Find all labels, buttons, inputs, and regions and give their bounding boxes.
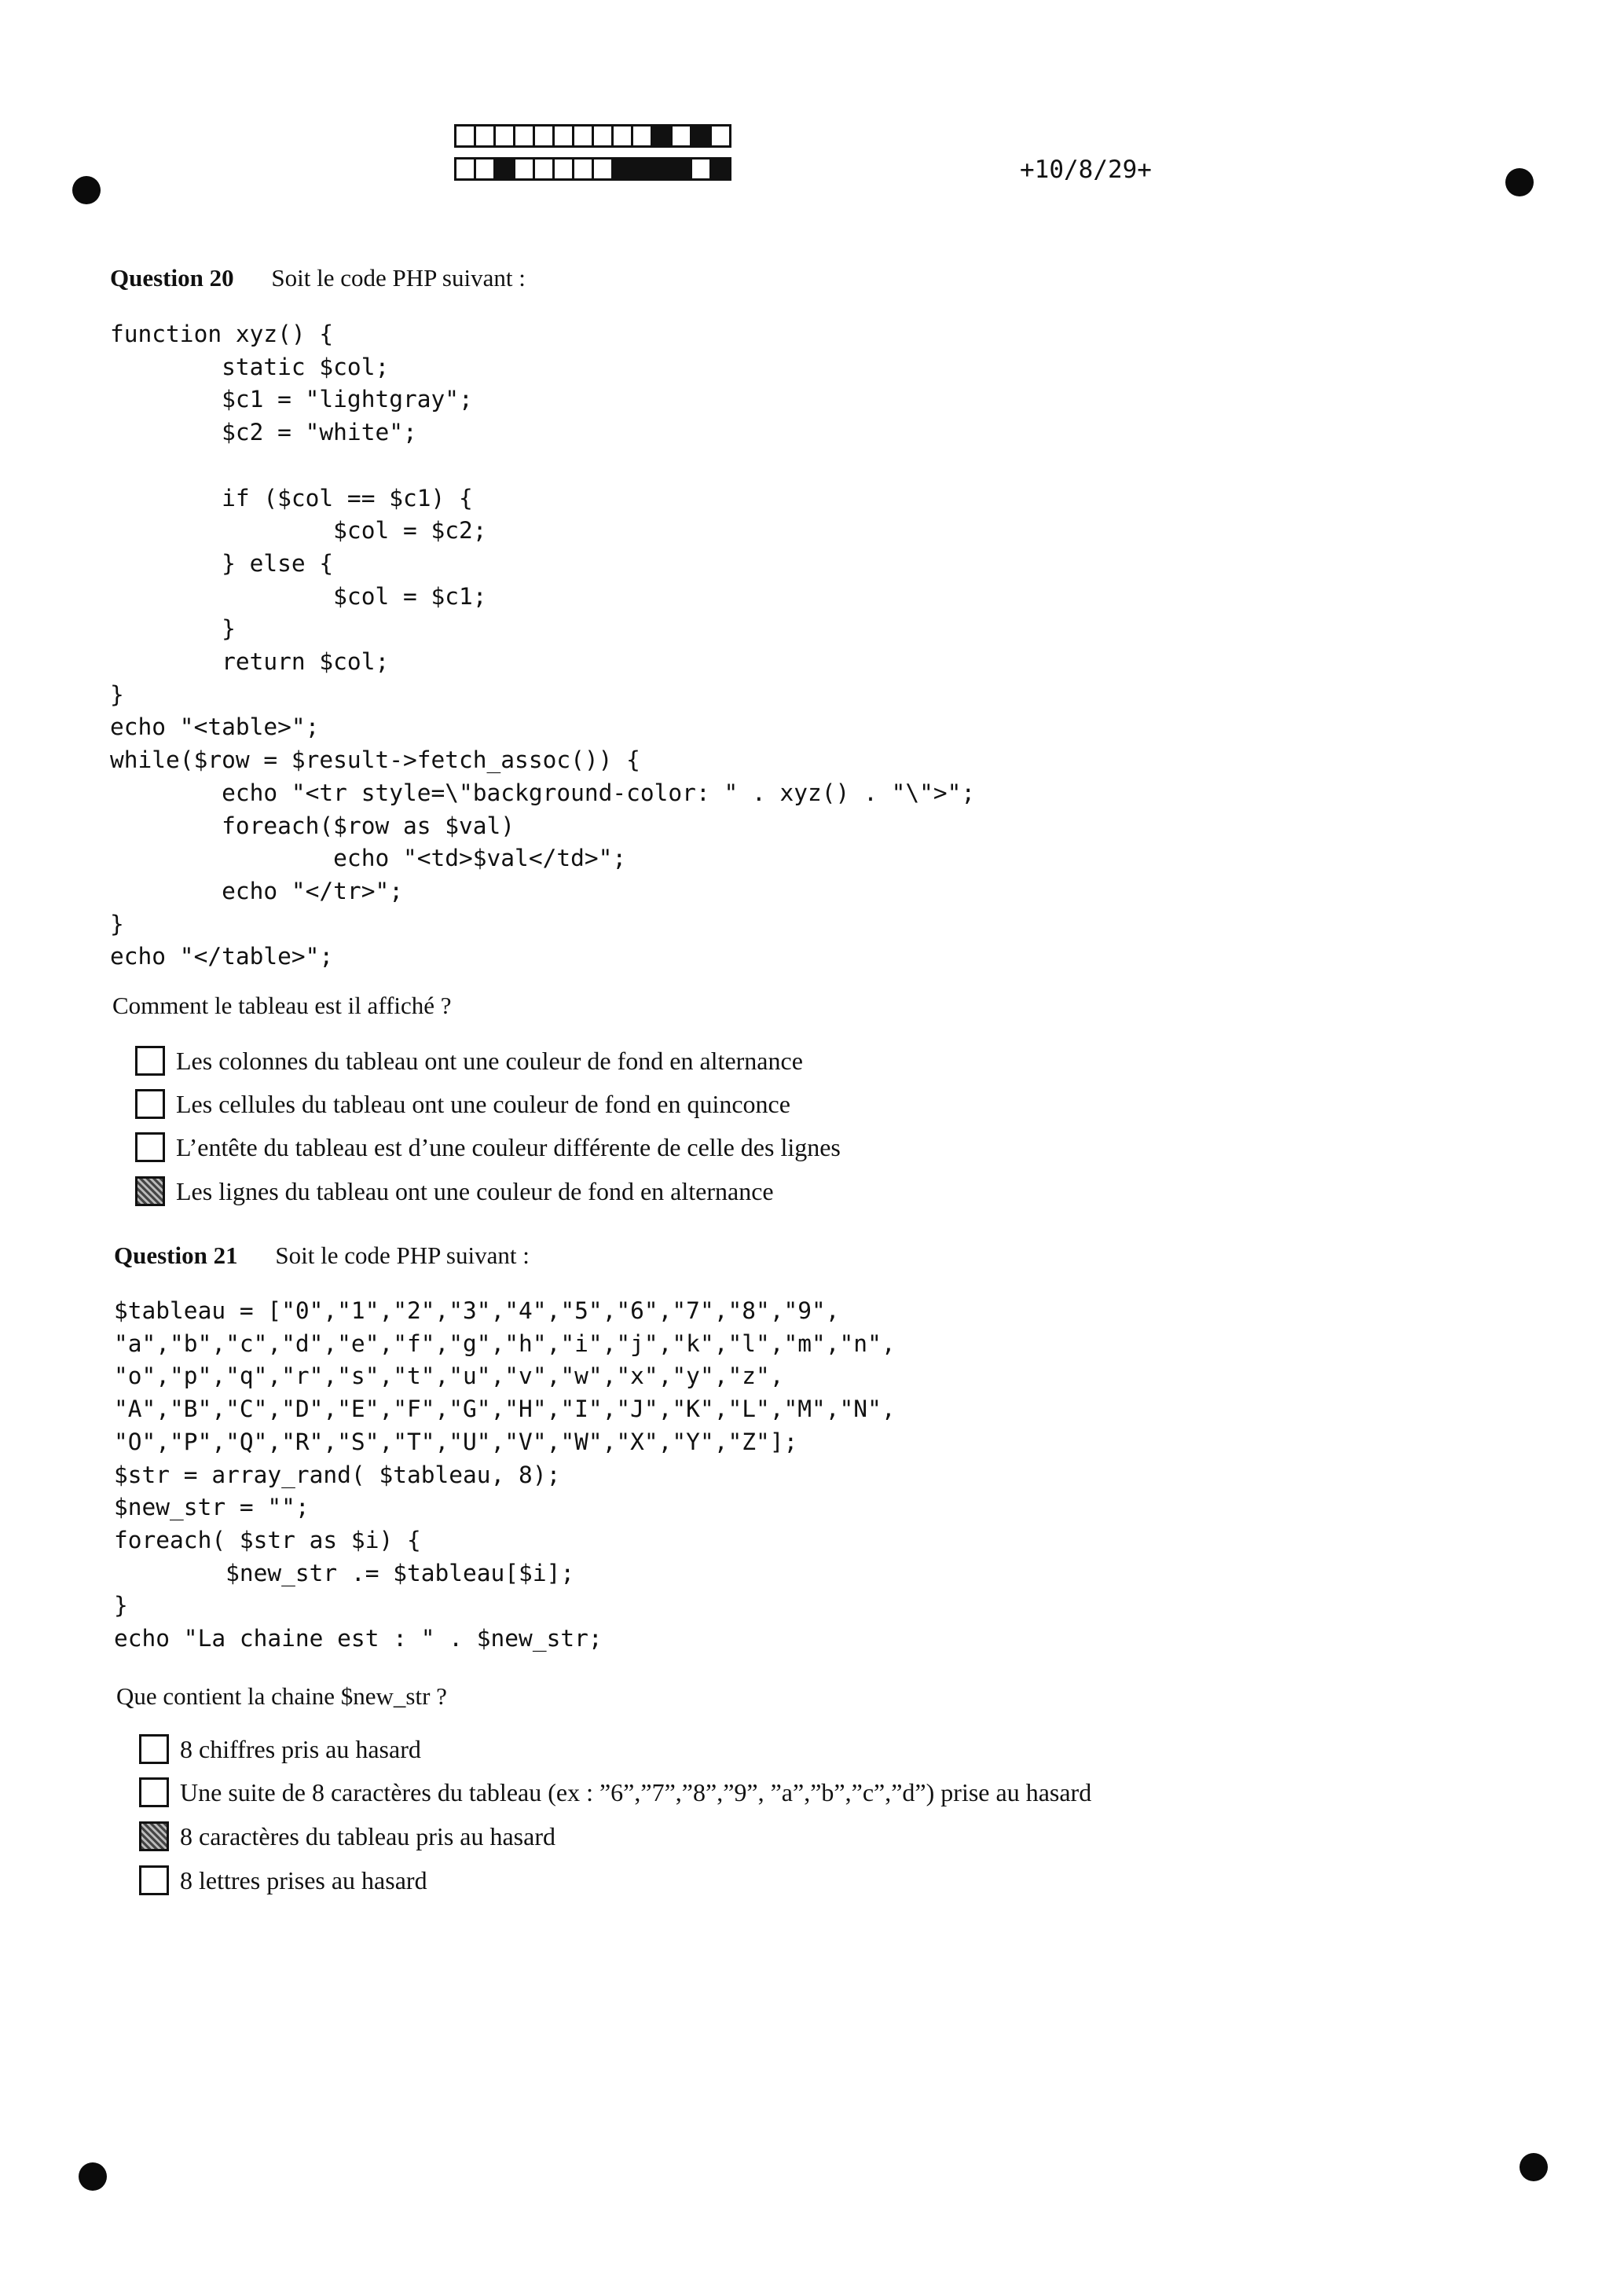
barcode-cell <box>651 124 673 148</box>
barcode-cell <box>690 157 712 181</box>
barcode-cell <box>454 157 476 181</box>
q20-checkbox-3[interactable] <box>135 1132 165 1162</box>
question-21-prompt: Que contient la chaine $new_str ? <box>116 1682 447 1710</box>
q21-answer-1[interactable] <box>139 1734 421 1764</box>
barcode-cell <box>631 124 653 148</box>
barcode-cell <box>611 124 633 148</box>
barcode-cell <box>592 124 614 148</box>
barcode-cell <box>572 157 594 181</box>
q21-checkbox-4[interactable] <box>139 1865 169 1895</box>
question-20-title: Question 20 <box>110 264 234 292</box>
q20-answer-3[interactable] <box>135 1132 841 1162</box>
q21-answer-1-label: 8 chiffres pris au hasard <box>180 1734 421 1763</box>
question-21-heading <box>114 1242 530 1270</box>
barcode-row-1 <box>454 124 729 148</box>
barcode-cell <box>631 157 653 181</box>
barcode-cell <box>572 124 594 148</box>
q20-answer-2[interactable] <box>135 1089 790 1119</box>
question-20-prompt: Comment le tableau est il affiché ? <box>112 992 452 1019</box>
q21-answer-3[interactable] <box>139 1821 555 1851</box>
barcode-cell <box>513 157 535 181</box>
question-20-code: function xyz() { static $col; $c1 = "lightgray"; $c2 = "white"; if ($col == $c1) { $col = $c2; } else { $col = $c1; } return $col; } echo "<table>"; while($row = $result->fetch_assoc()) { echo "<tr style=\"background-color: " . xyz() . "\">"; foreach($row as $val) echo "<td>$val</td>"; echo "</tr>"; } echo "</table>"; <box>110 321 976 970</box>
q20-answer-4[interactable] <box>135 1176 774 1206</box>
barcode-cell <box>533 157 555 181</box>
barcode-cell <box>651 157 673 181</box>
q21-answer-3-label: 8 caractères du tableau pris au hasard <box>180 1821 555 1850</box>
q21-answer-4[interactable] <box>139 1865 427 1895</box>
barcode-cell <box>552 157 574 181</box>
q20-answer-2-label: Les cellules du tableau ont une couleur de fond en quinconce <box>176 1089 790 1118</box>
q21-checkbox-2[interactable] <box>139 1777 169 1807</box>
registration-mark-bottom-right <box>1520 2153 1548 2181</box>
barcode-cell <box>709 124 731 148</box>
barcode-cell <box>552 124 574 148</box>
q21-answer-4-label: 8 lettres prises au hasard <box>180 1865 427 1894</box>
registration-mark-top-right <box>1505 168 1534 196</box>
q20-checkbox-2[interactable] <box>135 1089 165 1119</box>
barcode-row-2 <box>454 157 729 181</box>
barcode-cell <box>611 157 633 181</box>
q20-answer-3-label: L’entête du tableau est d’une couleur différente de celle des lignes <box>176 1132 841 1161</box>
barcode-cell <box>474 157 496 181</box>
barcode-cell <box>670 157 692 181</box>
question-20-intro: Soit le code PHP suivant : <box>271 264 526 292</box>
question-21-code: $tableau = ["0","1","2","3","4","5","6","7","8","9", "a","b","c","d","e","f","g","h","i","j","k","l","m","n", "o","p","q","r","s","t","u","v","w","x","y","z", "A","B","C","D","E","F","G","H","I","J","K","L","M","N", "O","P","Q","R","S","T","U","V","W","X","Y","Z"]; $str = array_rand( $tableau, 8); $new_str = ""; foreach( $str as $i) { $new_str .= $tableau[$i]; } echo "La chaine est : " . $new_str; <box>114 1297 896 1652</box>
question-20-heading <box>110 264 526 292</box>
barcode-cell <box>670 124 692 148</box>
q21-answer-2-label: Une suite de 8 caractères du tableau (ex : ”6”,”7”,”8”,”9”, ”a”,”b”,”c”,”d”) prise au hasard <box>180 1777 1092 1806</box>
q20-checkbox-4[interactable] <box>135 1176 165 1206</box>
registration-mark-bottom-left <box>79 2162 107 2191</box>
q20-checkbox-1[interactable] <box>135 1046 165 1076</box>
q21-checkbox-1[interactable] <box>139 1734 169 1764</box>
page-identifier: +10/8/29+ <box>1020 156 1152 184</box>
question-21-title: Question 21 <box>114 1242 238 1269</box>
barcode-cell <box>474 124 496 148</box>
barcode-cell <box>454 124 476 148</box>
barcode-cell <box>513 124 535 148</box>
q21-answer-2[interactable] <box>139 1777 1091 1807</box>
q21-checkbox-3[interactable] <box>139 1821 169 1851</box>
barcode-cell <box>493 124 515 148</box>
barcode-cell <box>690 124 712 148</box>
q20-answer-1-label: Les colonnes du tableau ont une couleur de fond en alternance <box>176 1046 803 1075</box>
barcode-cell <box>592 157 614 181</box>
barcode-cell <box>493 157 515 181</box>
barcode-cell <box>533 124 555 148</box>
q20-answer-4-label: Les lignes du tableau ont une couleur de fond en alternance <box>176 1176 774 1205</box>
q20-answer-1[interactable] <box>135 1046 803 1076</box>
barcode-cell <box>709 157 731 181</box>
question-21-intro: Soit le code PHP suivant : <box>275 1242 530 1269</box>
registration-mark-top-left <box>72 176 101 204</box>
